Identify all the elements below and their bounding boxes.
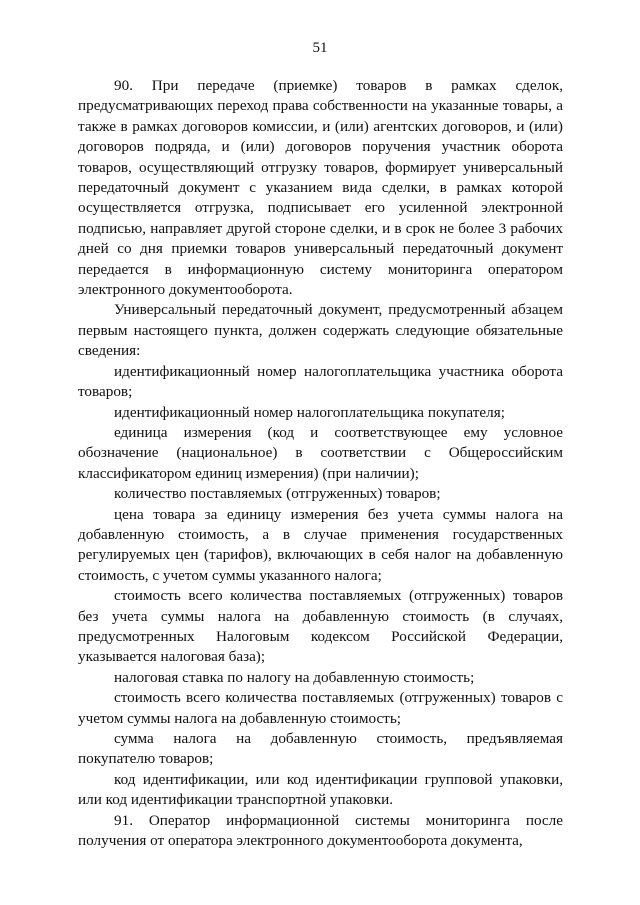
list-item-unit-price: цена товара за единицу измерения без учета суммы налога на добавленную стоимость, а в случае применения государственных регулируемых цен (тарифов), включающих в себя налог на добавленную стоимость, с учетом суммы указанного налога; <box>78 505 563 584</box>
list-item-unit-of-measure: единица измерения (код и соответствующее ему условное обозначение (национальное) в соответствии с Общероссийским классификатором единиц измерения) (при наличии); <box>78 423 563 482</box>
list-item-total-without-vat: стоимость всего количества поставляемых (отгруженных) товаров без учета суммы налога на добавленную стоимость (в случаях, предусмотренных Налоговым кодексом Российской Федерации, указывается налоговая база); <box>78 587 563 666</box>
list-item-buyer-inn: идентификационный номер налогоплательщика покупателя; <box>114 403 505 421</box>
list-item-seller-inn: идентификационный номер налогоплательщика участника оборота товаров; <box>78 362 563 401</box>
list-item-quantity: количество поставляемых (отгруженных) товаров; <box>114 485 441 503</box>
list-item-vat-rate: налоговая ставка по налогу на добавленную стоимость; <box>114 668 475 686</box>
paragraph-upd-requirements: Универсальный передаточный документ, предусмотренный абзацем первым настоящего пункта, должен содержать следующие обязательные сведения: <box>78 301 563 360</box>
page-number: 51 <box>312 40 328 56</box>
list-item-total-with-vat: стоимость всего количества поставляемых (отгруженных) товаров с учетом суммы налога на добавленную стоимость; <box>78 689 563 727</box>
list-item-vat-amount: сумма налога на добавленную стоимость, предъявляемая покупателю товаров; <box>78 730 563 768</box>
paragraph-90: 90. При передаче (приемке) товаров в рамках сделок, предусматривающих переход права собственности на указанные товары, а также в рамках договоров комиссии, и (или) агентских договоров, и (или) договоров подряда, и (или) договоров поручения участник оборота товаров, осуществляющий отгрузку товаров, формирует универсальный передаточный документ с указанием вида сделки, в рамках которой осуществляется отгрузка, подписывает его усиленной электронной подписью, направляет другой стороне сделки, и в срок не более 3 рабочих дней со дня приемки товаров универсальный передаточный документ передается в информационную систему мониторинга оператором электронного документооборота. <box>78 77 563 299</box>
document-body <box>78 76 563 851</box>
paragraph-91: 91. Оператор информационной системы мониторинга после получения от оператора электронного документооборота документа, <box>78 811 563 850</box>
list-item-identification-code: код идентификации, или код идентификации групповой упаковки, или код идентификации транспортной упаковки. <box>78 770 563 809</box>
